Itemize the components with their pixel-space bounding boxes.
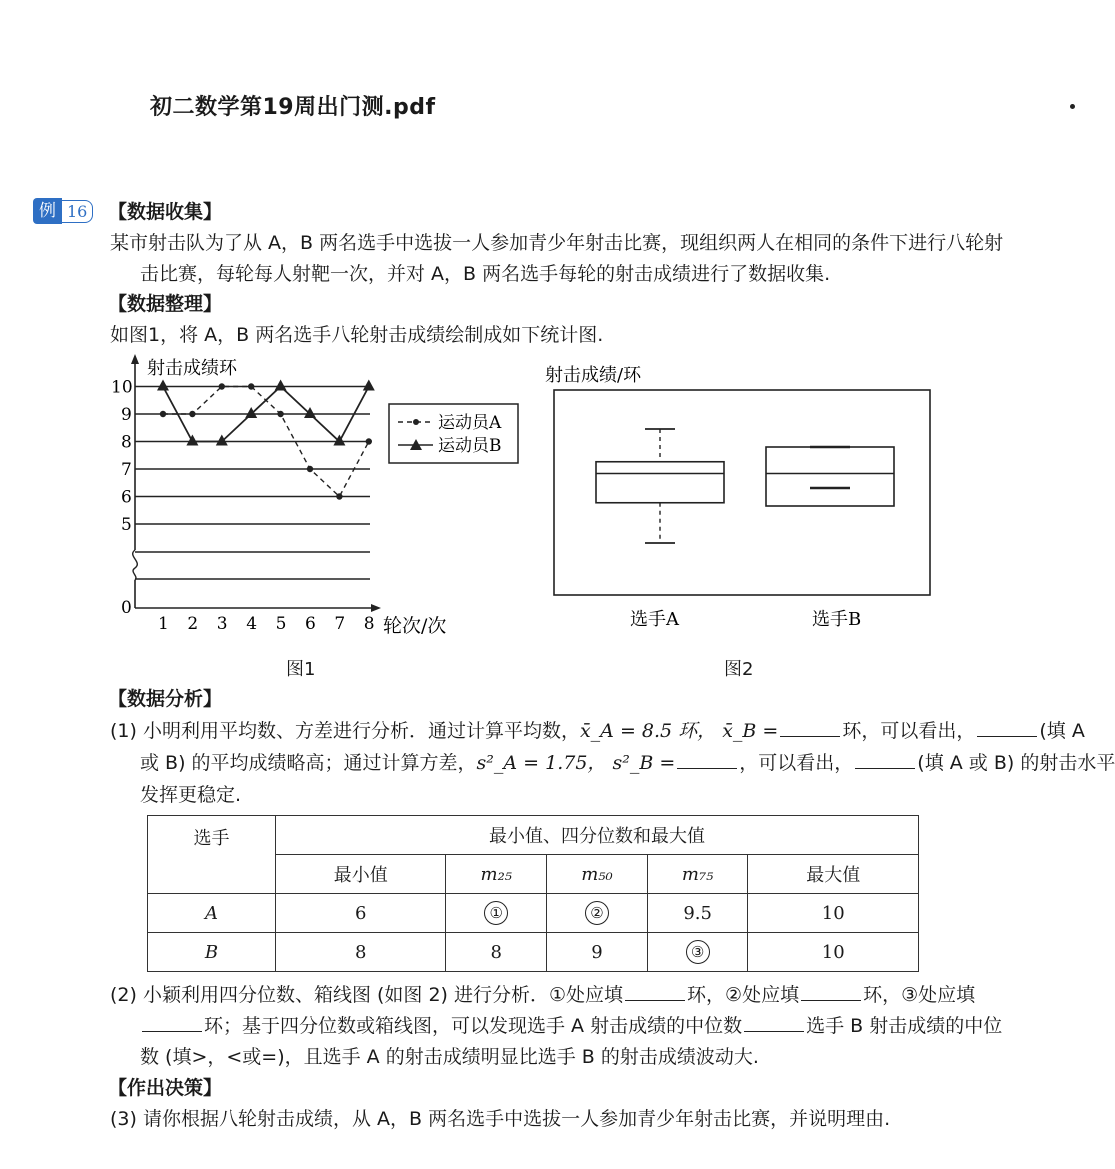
fig1-y-tick-label: 7	[121, 460, 132, 480]
fig1-axis-break	[133, 550, 138, 580]
table-header-player: 选手	[148, 816, 276, 894]
section-collect-heading: 【数据收集】	[108, 201, 223, 223]
fig1-point-b	[216, 435, 228, 446]
figure2-caption: 图2	[724, 659, 754, 680]
fig1-x-arrow	[371, 604, 381, 612]
table-cell-player: B	[148, 933, 276, 972]
table-cell: 6	[276, 894, 446, 933]
q2-text-d: 环；基于四分位数或箱线图，可以发现选手 A 射击成绩的中位数	[204, 1015, 743, 1037]
figure1-line-chart	[105, 350, 475, 640]
q1-text-c: (填 A	[1039, 720, 1085, 742]
q2-line1	[110, 980, 975, 1010]
table-cell: 8	[446, 933, 547, 972]
figure2-box-plot	[540, 360, 940, 640]
q2-text-f: 数 (填>，<或=)，且选手 A 的射击成绩明显比选手 B 的射击成绩波动大.	[140, 1046, 759, 1068]
blank-marker-2: ②	[585, 901, 609, 925]
fig1-y-axis-label: 射击成绩环	[147, 358, 237, 379]
fig1-point-a	[366, 438, 372, 444]
organize-body: 如图1，将 A，B 两名选手八轮射击成绩绘制成如下统计图.	[110, 324, 604, 346]
fig1-x-axis-label: 轮次/次	[383, 615, 447, 637]
fig1-point-b	[275, 380, 287, 391]
fig1-point-b	[333, 435, 345, 446]
table-subheader: m₅₀	[547, 855, 648, 894]
blank-marker-1: ①	[484, 901, 508, 925]
q1-line1	[110, 716, 1085, 746]
table-subheader: m₇₅	[647, 855, 748, 894]
example-tag	[33, 198, 93, 224]
table-subheader: 最小值	[276, 855, 446, 894]
q1-text-b: 环，可以看出，	[842, 720, 976, 742]
table-subheader: 最大值	[748, 855, 919, 894]
example-number: 16	[62, 200, 93, 223]
fig1-x-tick-label: 6	[305, 614, 316, 634]
q1-var-b: s²_B =	[612, 752, 676, 774]
fig1-x-tick-label: 8	[363, 614, 375, 634]
legend-marker-a	[413, 419, 419, 425]
fig2-category-a: 选手A	[630, 609, 679, 630]
table-cell-player: A	[148, 894, 276, 933]
fig1-point-b	[157, 380, 169, 391]
q2-text-e: 选手 B 射击成绩的中位	[806, 1015, 1003, 1037]
fig1-y-tick-label: 6	[121, 487, 132, 508]
fig1-x-tick-label: 7	[334, 614, 346, 634]
fig1-point-b	[304, 407, 316, 418]
fig1-point-b	[245, 407, 257, 418]
fig1-point-a	[248, 383, 254, 389]
q1-line2	[140, 748, 1115, 778]
fig1-point-a	[219, 383, 225, 389]
blank-higher-mean[interactable]	[977, 718, 1037, 737]
blank-more-stable[interactable]	[855, 750, 915, 769]
document-title: 初二数学第19周出门测.pdf	[150, 95, 436, 120]
fig2-boxes	[596, 429, 894, 543]
fig2-y-axis-label: 射击成绩/环	[545, 365, 642, 386]
q1-mean-b: x̄_B =	[722, 720, 779, 742]
section-organize-heading: 【数据整理】	[108, 293, 223, 315]
blank-var-b[interactable]	[677, 750, 737, 769]
q1-text-f: (填 A 或 B) 的射击水平	[917, 752, 1115, 774]
fig2-frame	[554, 390, 930, 595]
fig2-category-b: 选手B	[812, 609, 862, 630]
fig1-point-b	[186, 435, 198, 446]
table-cell[interactable]	[547, 894, 648, 933]
quartile-table	[147, 815, 919, 972]
table-row	[148, 933, 919, 972]
blank-marker-3: ③	[686, 940, 710, 964]
legend-label-b: 运动员B	[438, 436, 502, 456]
fig1-y-tick-label: 10	[111, 377, 133, 398]
table-cell: 10	[748, 894, 919, 933]
table-row	[148, 894, 919, 933]
fig1-point-a	[160, 411, 166, 417]
q2-text-a: (2) 小颖利用四分位数、箱线图 (如图 2) 进行分析．①处应填	[110, 984, 624, 1006]
table-cell: 9	[547, 933, 648, 972]
table-subheader: m₂₅	[446, 855, 547, 894]
table-header-group: 最小值、四分位数和最大值	[276, 816, 919, 855]
fig1-y-arrow	[131, 354, 139, 364]
q2-text-c: 环，③处应填	[863, 984, 976, 1006]
q1-text-a: (1) 小明利用平均数、方差进行分析．通过计算平均数，	[110, 720, 580, 742]
blank-q2-1[interactable]	[625, 982, 685, 1001]
fig1-y-tick-label: 9	[121, 405, 132, 425]
q1-var-a: s²_A = 1.75，	[476, 752, 607, 774]
q1-mean-a: x̄_A = 8.5 环，	[579, 720, 717, 742]
fig1-point-a	[336, 493, 342, 499]
fig1-point-a	[189, 411, 195, 417]
q1-text-e: ，可以看出，	[739, 752, 854, 774]
fig1-y-tick-label: 0	[121, 598, 132, 618]
q1-text-g: 发挥更稳定.	[140, 784, 242, 806]
table-cell: 10	[748, 933, 919, 972]
section-analysis-heading: 【数据分析】	[108, 688, 223, 710]
fig1-series	[157, 380, 375, 500]
fig2-box	[596, 462, 724, 503]
q2-text-b: 环，②处应填	[687, 984, 800, 1006]
collect-body-line1: 某市射击队为了从 A，B 两名选手中选拔一人参加青少年射击比赛，现组织两人在相同的条件下进行八轮射	[110, 232, 1004, 254]
section-decide-heading: 【作出决策】	[108, 1077, 223, 1099]
blank-q2-3[interactable]	[142, 1013, 202, 1032]
fig1-x-tick-label: 5	[275, 614, 287, 634]
blank-mean-b[interactable]	[780, 718, 840, 737]
fig1-point-a	[277, 411, 283, 417]
fig1-point-a	[307, 466, 313, 472]
table-cell[interactable]	[647, 933, 748, 972]
fig1-point-b	[363, 380, 375, 391]
menu-dot-icon[interactable]	[1070, 104, 1075, 109]
fig1-x-tick-label: 2	[187, 614, 199, 634]
blank-q2-compare[interactable]	[744, 1013, 804, 1032]
table-cell[interactable]	[446, 894, 547, 933]
collect-body-line2: 击比赛，每轮每人射靶一次，并对 A，B 两名选手每轮的射击成绩进行了数据收集.	[140, 263, 831, 285]
figure1-legend	[388, 403, 520, 465]
table-cell: 8	[276, 933, 446, 972]
blank-q2-2[interactable]	[801, 982, 861, 1001]
fig1-x-tick-label: 3	[216, 614, 228, 634]
fig1-x-tick-label: 1	[158, 614, 169, 634]
fig1-y-tick-label: 5	[121, 515, 132, 535]
fig1-y-tick-label: 8	[121, 432, 132, 453]
table-cell: 9.5	[647, 894, 748, 933]
fig2-box	[766, 447, 894, 506]
legend-label-a: 运动员A	[438, 413, 502, 433]
figure1-caption: 图1	[286, 659, 316, 680]
q2-line2	[140, 1011, 1002, 1041]
q1-text-d: 或 B) 的平均成绩略高；通过计算方差，	[140, 752, 477, 774]
fig1-x-tick-label: 4	[246, 614, 258, 634]
example-word: 例	[33, 198, 62, 224]
q3-text: (3) 请你根据八轮射击成绩，从 A，B 两名选手中选拔一人参加青少年射击比赛，并说明理由.	[110, 1108, 891, 1130]
